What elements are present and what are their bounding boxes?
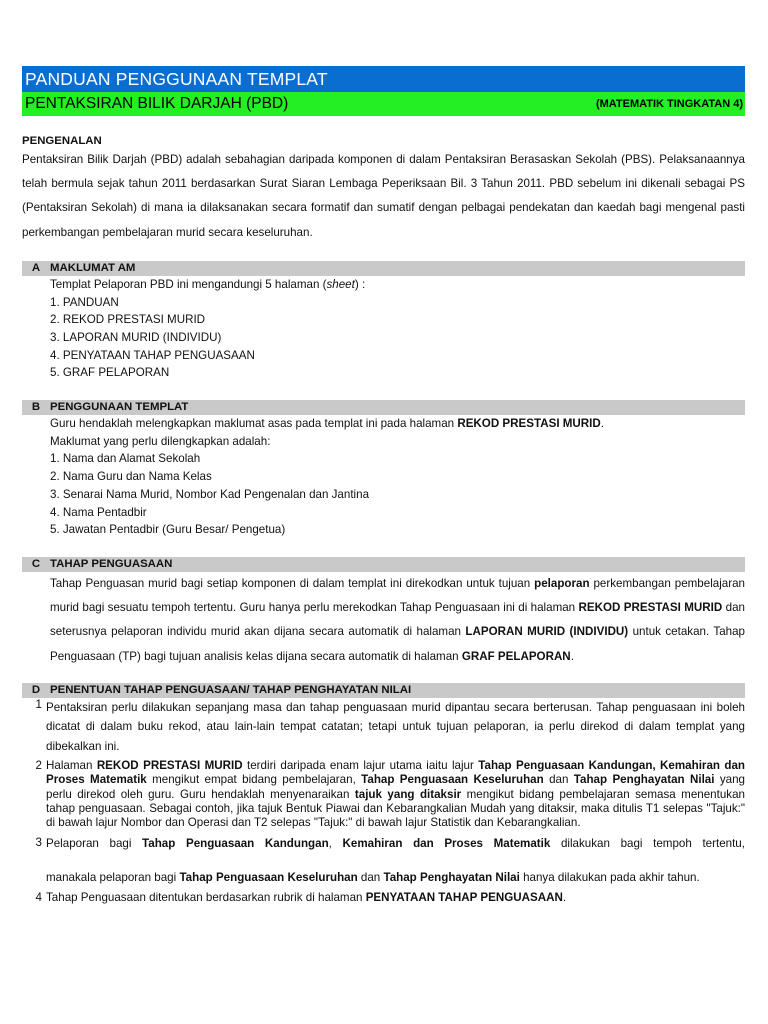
list-item: 1. Nama dan Alamat Sekolah [50, 452, 201, 466]
section-c [22, 557, 745, 669]
section-c-body [22, 572, 745, 669]
numbered-item-2 [22, 759, 745, 830]
item-line [46, 870, 745, 886]
section-d-header [22, 683, 745, 698]
section-a-lead [50, 276, 745, 294]
item-bold: Tahap Penguasaan Kandungan, Kemahiran dan Proses Matematik [46, 759, 745, 787]
section-b-lead2: Maklumat yang perlu dilengkapkan adalah: [50, 434, 271, 448]
paragraph-text: Tahap Penguasan murid bagi setiap komponen di dalam templat ini direkodkan untuk tujuan [50, 576, 535, 590]
page-title: PANDUAN PENGGUNAAN TEMPLAT [25, 69, 328, 89]
paragraph-text: dan seterusnya pelaporan individu murid akan dijana secara automatik di halaman [50, 601, 745, 639]
item-run: mengikut bidang pembelajaran semasa menentukan tahap penguasaan. Sebagai contoh, jika tajuk Bentuk Piawai dan Kebarangkalian Mudah yang ditaksir, maka ditulis T1 selepas "Tajuk:" di bawah lajur Nombor dan Operasi dan T2 selepas "Tajuk:" di bawah lajur Statistik dan Kebarangkalian. [46, 787, 745, 830]
item-run: manakala pelaporan bagi [46, 871, 180, 885]
item-number: 1 [35, 697, 42, 711]
section-b-header [22, 400, 745, 415]
section-b-title: PENGGUNAAN TEMPLAT [50, 401, 189, 414]
paragraph-text: perkembangan pembelajaran murid bagi sesuatu tempoh tertentu. Guru hanya perlu merekodkan Tahap Penguasaan ini di halaman [50, 576, 745, 615]
item-bold: REKOD PRESTASI MURID [96, 759, 243, 773]
paragraph-bold: pelaporan [534, 576, 590, 590]
paragraph-bold: LAPORAN MURID (INDIVIDU) [465, 625, 629, 639]
section-d [22, 683, 745, 907]
section-a-body [22, 276, 745, 382]
guide-page [22, 66, 745, 906]
section-b [22, 400, 745, 539]
item-run: , [328, 837, 343, 851]
list-item: 4. Nama Pentadbir [50, 505, 147, 519]
item-run: mengikut empat bidang pembelajaran, [146, 773, 362, 787]
lead-text-end: ) : [354, 277, 366, 291]
page-subtitle: PENTAKSIRAN BILIK DARJAH (PBD) [25, 95, 289, 112]
item-bold: Tahap Penghayatan Nilai [383, 871, 520, 885]
item-number: 4 [35, 891, 42, 905]
section-c-letter: C [31, 557, 41, 570]
numbered-item-3 [22, 836, 745, 886]
lead-text: Templat Pelaporan PBD ini mengandungi 5 halaman ( [50, 277, 327, 291]
item-text [46, 836, 745, 886]
item-run: dan [357, 871, 384, 885]
item-run: terdiri daripada enam lajur utama iaitu lajur [242, 759, 479, 773]
item-run: Tahap Penguasaan ditentukan berdasarkan rubrik di halaman [46, 891, 366, 905]
item-run: hanya dilakukan pada akhir tahun. [519, 871, 700, 885]
lead-text: Guru hendaklah melengkapkan maklumat asas pada templat ini pada halaman [50, 417, 458, 431]
section-d-title: PENENTUAN TAHAP PENGUASAAN/ TAHAP PENGHAYATAN NILAI [50, 683, 412, 696]
item-bold: Tahap Penghayatan Nilai [573, 773, 715, 787]
subtitle-bar [22, 92, 745, 116]
item-run: dilakukan bagi tempoh tertentu, [550, 837, 745, 851]
section-c-header [22, 557, 745, 572]
item-bold: Tahap Penguasaan Keseluruhan [179, 871, 358, 885]
section-a-title: MAKLUMAT AM [50, 261, 136, 274]
item-line [46, 836, 745, 852]
item-number: 3 [35, 836, 42, 850]
item-bold: PENYATAAN TAHAP PENGUASAAN [365, 891, 563, 905]
section-b-letter: B [31, 401, 41, 414]
list-item: 5. Jawatan Pentadbir (Guru Besar/ Pengetua) [50, 523, 286, 537]
intro-section [22, 134, 745, 245]
list-item: 4. PENYATAAN TAHAP PENGUASAAN [50, 348, 255, 362]
intro-text: Pentaksiran Bilik Darjah (PBD) adalah sebahagian daripada komponen di dalam Pentaksiran Berasaskan Sekolah (PBS). Pelaksanaannya telah bermula sejak tahun 2011 berdasarkan Surat Siaran Lembaga Peperiksaan Bil. 3 Tahun 2011. PBD sebelum ini dikenali sebagai PS (Pentaksiran Sekolah) di mana ia dilaksanakan secara formatif dan sumatif dengan pelbagai pendekatan dan kaedah bagi mengenal pasti perkembangan pembelajaran murid secara keseluruhan. [22, 153, 745, 239]
subject-label: (MATEMATIK TINGKATAN 4) [595, 98, 743, 110]
numbered-item-4 [22, 890, 745, 906]
item-run: Pelaporan bagi [46, 837, 143, 851]
list-item: 2. REKOD PRESTASI MURID [50, 313, 206, 327]
section-b-body [22, 415, 745, 539]
item-run: yang perlu direkod oleh guru. Guru hendaklah menyenaraikan [46, 773, 745, 801]
lead-bold: REKOD PRESTASI MURID [457, 417, 601, 431]
section-a [22, 261, 745, 382]
intro-heading: PENGENALAN [22, 135, 102, 147]
section-c-title: TAHAP PENGUASAAN [50, 557, 173, 570]
section-a-header [22, 261, 745, 276]
item-number: 2 [35, 759, 42, 773]
item-run: . [562, 891, 567, 905]
lead-emphasis: sheet [326, 277, 355, 291]
item-run: dan [543, 773, 574, 787]
item-bold: tajuk yang ditaksir [354, 787, 462, 801]
item-text: Pentaksiran perlu dilakukan sepanjang masa dan tahap penguasaan murid dipantau secara berterusan. Tahap penguasaan ini boleh dicatat di dalam buku rekod, atau lain-lain tempat catatan; tetapi untuk tujuan pelaporan, ia perlu direkod di dalam templat yang dibekalkan ini. [46, 700, 745, 753]
item-run: Halaman [46, 759, 97, 773]
title-bar [22, 66, 745, 92]
section-c-paragraph [50, 572, 745, 669]
paragraph-text: . [570, 649, 574, 663]
item-text [46, 759, 745, 830]
numbered-item-1 [22, 698, 745, 757]
item-bold: Tahap Penguasaan Keseluruhan [361, 773, 544, 787]
section-b-lead [50, 415, 745, 433]
paragraph-bold: GRAF PELAPORAN [461, 649, 571, 663]
item-text [46, 890, 745, 906]
lead-text-end: . [600, 417, 604, 431]
list-item: 2. Nama Guru dan Nama Kelas [50, 470, 212, 484]
list-item: 5. GRAF PELAPORAN [50, 366, 170, 380]
item-bold: Tahap Penguasaan Kandungan [142, 837, 329, 851]
paragraph-bold: REKOD PRESTASI MURID [578, 601, 723, 615]
item-bold: Kemahiran dan Proses Matematik [342, 837, 551, 851]
list-item: 3. LAPORAN MURID (INDIVIDU) [50, 330, 222, 344]
section-d-letter: D [31, 683, 41, 696]
list-item: 1. PANDUAN [50, 295, 119, 309]
section-a-letter: A [31, 261, 41, 274]
list-item: 3. Senarai Nama Murid, Nombor Kad Pengenalan dan Jantina [50, 487, 370, 501]
paragraph-text: untuk cetakan. Tahap Penguasaan (TP) bagi tujuan analisis kelas dijana secara automatik di halaman [50, 625, 745, 663]
